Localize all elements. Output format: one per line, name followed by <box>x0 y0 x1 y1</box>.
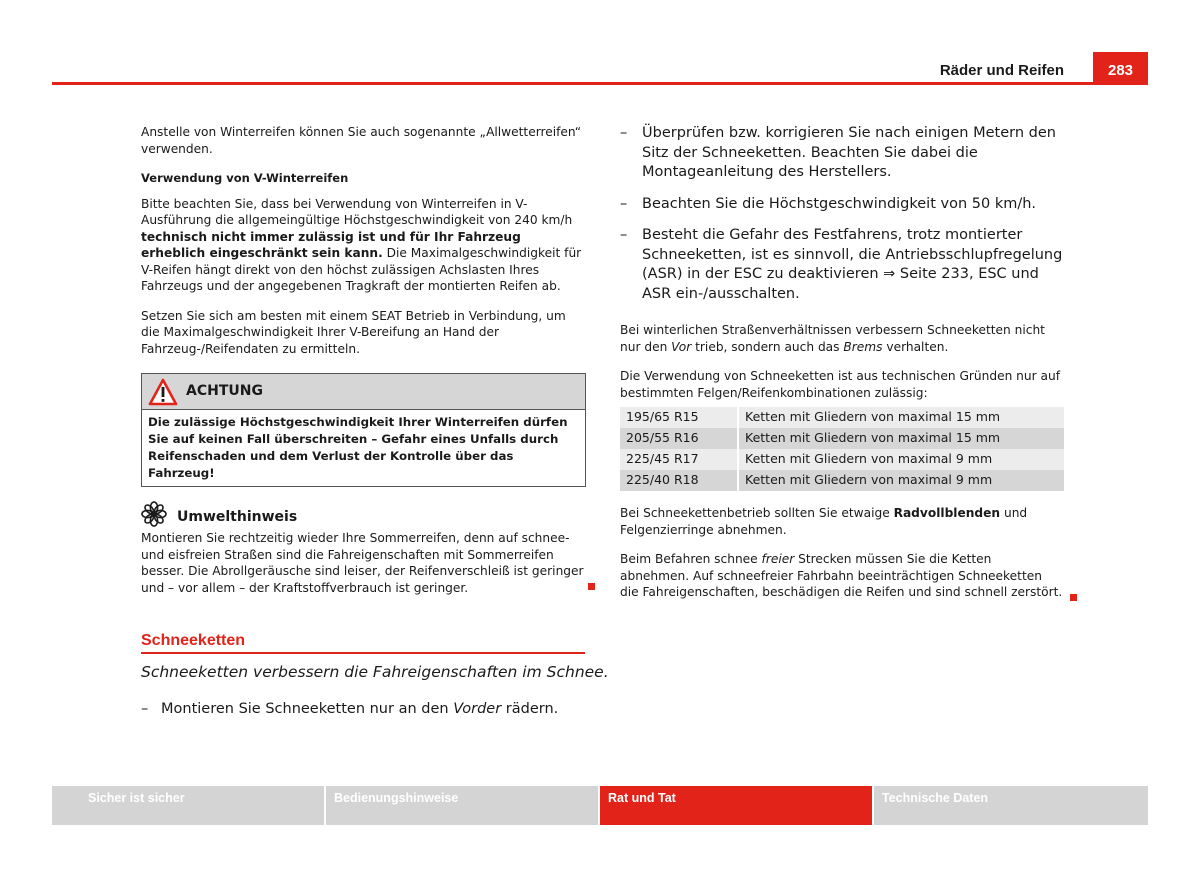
footer-tab-rat-und-tat[interactable]: Rat und Tat <box>600 786 874 825</box>
flower-icon <box>141 501 167 527</box>
chapter-title: Räder und Reifen <box>939 62 1064 79</box>
left-column <box>141 124 586 596</box>
chain-size-table <box>620 407 1064 491</box>
step-item: – Beachten Sie die Höchstgeschwindigkeit von 50 km/h. <box>620 195 1037 212</box>
header-rule <box>52 82 1148 85</box>
wheel-covers-paragraph: Bei Schneekettenbetrieb sollten Sie etwaige Radvollblenden und Felgenzierringe abnehmen. <box>620 506 1028 537</box>
section-lead: Schneeketten verbessern die Fahreigenschaften im Schnee. <box>141 663 609 681</box>
step-item: – Montieren Sie Schneeketten nur an den Vorder rädern. <box>141 701 559 717</box>
section-title-snow-chains: Schneeketten <box>141 632 585 654</box>
all-season-paragraph: Anstelle von Winterreifen können Sie auch sogenannte „Allwetterreifen“ verwenden. <box>141 125 582 156</box>
v-tyre-subheading: Verwendung von V-Winterreifen <box>141 171 349 185</box>
section-end-marker <box>588 583 595 590</box>
usage-paragraph: Die Verwendung von Schneeketten ist aus technischen Gründen nur auf bestimmten Felgen/Reifenkombinationen zulässig: <box>620 369 1060 400</box>
remove-chains-paragraph: Beim Befahren schnee freier Strecken müssen Sie die Ketten abnehmen. Auf schneefreier Fahrbahn beeinträchtigen Schneeketten die Fahreigenschaften, beschädigen die Reifen und sind schnell zerstört. <box>620 551 1064 601</box>
warning-title: ACHTUNG <box>186 383 263 400</box>
footer-tab-bedienung[interactable]: Bedienungshinweise <box>326 786 600 825</box>
warning-box <box>141 373 586 487</box>
step-item: – Überprüfen bzw. korrigieren Sie nach einigen Metern den Sitz der Schneeketten. Beachten Sie dabei die Montageanleitung des Herstellers. <box>620 125 1056 180</box>
warning-text: Die zulässige Höchstgeschwindigkeit Ihrer Winterreifen dürfen Sie auf keinen Fall überschreiten – Gefahr eines Unfalls durch Reifenschaden und dem Verlust der Kontrolle über das Fahrzeug! <box>148 415 568 480</box>
winter-conditions-paragraph: Bei winterlichen Straßenverhältnissen verbessern Schneeketten nicht nur den Vor trieb, sondern auch das Brems verhalten. <box>620 323 1045 354</box>
footer-nav <box>52 786 1148 825</box>
v-tyre-paragraph: Bitte beachten Sie, dass bei Verwendung von Winterreifen in V-Ausführung die allgemeingültige Höchstgeschwindigkeit von 240 km/h technisch nicht immer zulässig ist und für Ihr Fahrzeug erheblich eingeschränkt sein kann. Die Maximalgeschwindigkeit für V-Reifen hängt direkt von den höchst zulässigen Achslasten Ihres Fahrzeugs und der angegebenen Tragkraft der montierten Reifen ab. <box>141 196 582 293</box>
table-row: 225/40 R18 Ketten mit Gliedern von maximal 9 mm <box>620 470 1064 491</box>
footer-tab-sicher[interactable]: Sicher ist sicher <box>52 786 326 825</box>
table-row: 205/55 R16 Ketten mit Gliedern von maximal 15 mm <box>620 428 1064 449</box>
warning-triangle-icon <box>148 378 178 406</box>
section-end-marker <box>1070 594 1077 601</box>
page-number: 283 <box>1093 52 1148 85</box>
footer-tab-technische-daten[interactable]: Technische Daten <box>874 786 1148 825</box>
right-column <box>620 124 1064 614</box>
step-item: – Besteht die Gefahr des Festfahrens, trotz montierter Schneeketten, ist es sinnvoll, die Antriebsschlupfregelung (ASR) in der ESC zu deaktivieren ⇒ Seite 233, ESC und ASR ein-/ausschalten. <box>620 227 1063 302</box>
environment-header <box>141 501 586 527</box>
environment-text: Montieren Sie rechtzeitig wieder Ihre Sommerreifen, denn auf schnee- und eisfreien Straßen sind die Fahreigenschaften mit Sommerreifen besser. Die Abrollgeräusche sind leiser, der Reifenverschleiß ist geringer und – vor allem – der Kraftstoffverbrauch ist geringer. <box>141 530 586 596</box>
warning-header <box>142 374 585 410</box>
table-row: 195/65 R15 Ketten mit Gliedern von maximal 15 mm <box>620 407 1064 428</box>
environment-title: Umwelthinweis <box>177 508 298 525</box>
seat-dealer-paragraph: Setzen Sie sich am besten mit einem SEAT Betrieb in Verbindung, um die Maximalgeschwindigkeit Ihrer V-Bereifung an Hand der Fahrzeug-/Reifendaten zu ermitteln. <box>141 308 566 356</box>
table-row: 225/45 R17 Ketten mit Gliedern von maximal 9 mm <box>620 449 1064 470</box>
